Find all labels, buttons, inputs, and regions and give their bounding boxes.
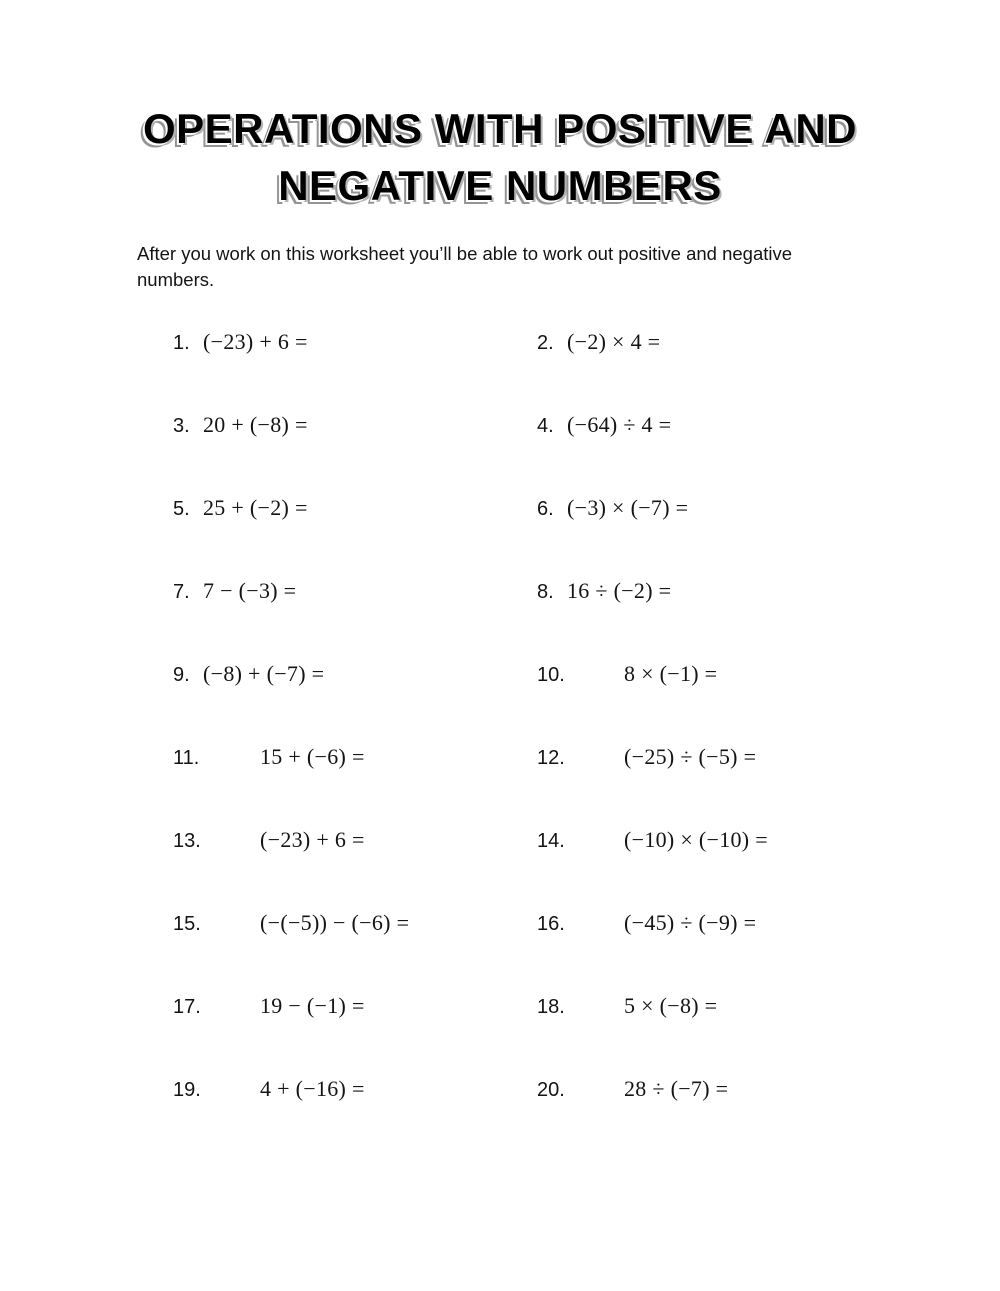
problem-expression: 7 − (−3) = [203, 578, 297, 603]
problem-number: 10. [537, 664, 565, 686]
worksheet-intro [137, 241, 1000, 292]
problem-number: 14. [537, 830, 565, 852]
problem-number: 12. [537, 747, 565, 769]
problem-expression: (−(−5)) − (−6) = [260, 910, 410, 935]
problem-expression: 25 + (−2) = [203, 495, 308, 520]
problem-expression: 15 + (−6) = [260, 744, 365, 769]
worksheet-title [0, 0, 1000, 214]
problem-item-18 [537, 992, 1000, 1023]
problem-expression: 4 + (−16) = [260, 1076, 365, 1101]
problem-expression: (−23) + 6 = [203, 329, 308, 354]
problem-number: 5. [173, 498, 190, 520]
problem-item-8 [537, 577, 1000, 608]
problem-expression: 28 ÷ (−7) = [624, 1076, 729, 1101]
problem-item-11 [173, 743, 537, 774]
problem-item-5 [173, 494, 537, 525]
problem-item-9 [173, 660, 537, 691]
problem-number: 13. [173, 830, 201, 852]
worksheet-title-line2: NEGATIVE NUMBERS [278, 162, 722, 209]
problem-number: 15. [173, 913, 201, 935]
problem-item-19 [173, 1075, 537, 1106]
problem-expression: (−45) ÷ (−9) = [624, 910, 757, 935]
problem-number: 8. [537, 581, 554, 603]
problem-item-10 [537, 660, 1000, 691]
problem-expression: (−3) × (−7) = [567, 495, 689, 520]
problem-number: 1. [173, 332, 190, 354]
problem-number: 4. [537, 415, 554, 437]
problem-expression: (−23) + 6 = [260, 827, 365, 852]
problem-item-2 [537, 328, 1000, 359]
problem-expression: 8 × (−1) = [624, 661, 718, 686]
problem-expression: (−64) ÷ 4 = [567, 412, 672, 437]
problem-number: 19. [173, 1079, 201, 1101]
worksheet-title-line1: OPERATIONS WITH POSITIVE AND [142, 105, 858, 152]
problem-item-4 [537, 411, 1000, 442]
problem-item-1 [173, 328, 537, 359]
problem-number: 6. [537, 498, 554, 520]
problem-expression: 20 + (−8) = [203, 412, 308, 437]
problem-item-12 [537, 743, 1000, 774]
problem-expression: (−8) + (−7) = [203, 661, 325, 686]
problem-number: 11. [173, 747, 200, 769]
problem-item-7 [173, 577, 537, 608]
problem-item-3 [173, 411, 537, 442]
problem-number: 18. [537, 996, 565, 1018]
worksheet-intro-line1: After you work on this worksheet you’ll be able to work out positive and negative [137, 243, 793, 264]
problem-number: 9. [173, 664, 190, 686]
worksheet-intro-line2: numbers. [137, 268, 215, 290]
problem-item-17 [173, 992, 537, 1023]
problem-expression: (−10) × (−10) = [624, 827, 768, 852]
problem-number: 16. [537, 913, 565, 935]
problem-number: 2. [537, 332, 554, 354]
problems-grid [0, 328, 1000, 1158]
problem-number: 17. [173, 996, 201, 1018]
problem-expression: (−2) × 4 = [567, 329, 661, 354]
problem-expression: 19 − (−1) = [260, 993, 365, 1018]
problem-number: 3. [173, 415, 190, 437]
problem-item-14 [537, 826, 1000, 857]
problem-expression: 16 ÷ (−2) = [567, 578, 672, 603]
problem-item-15 [173, 909, 537, 940]
problem-item-6 [537, 494, 1000, 525]
problem-number: 20. [537, 1079, 565, 1101]
problem-item-16 [537, 909, 1000, 940]
problem-expression: (−25) ÷ (−5) = [624, 744, 757, 769]
problem-number: 7. [173, 581, 190, 603]
problem-item-13 [173, 826, 537, 857]
problem-expression: 5 × (−8) = [624, 993, 718, 1018]
problem-item-20 [537, 1075, 1000, 1106]
